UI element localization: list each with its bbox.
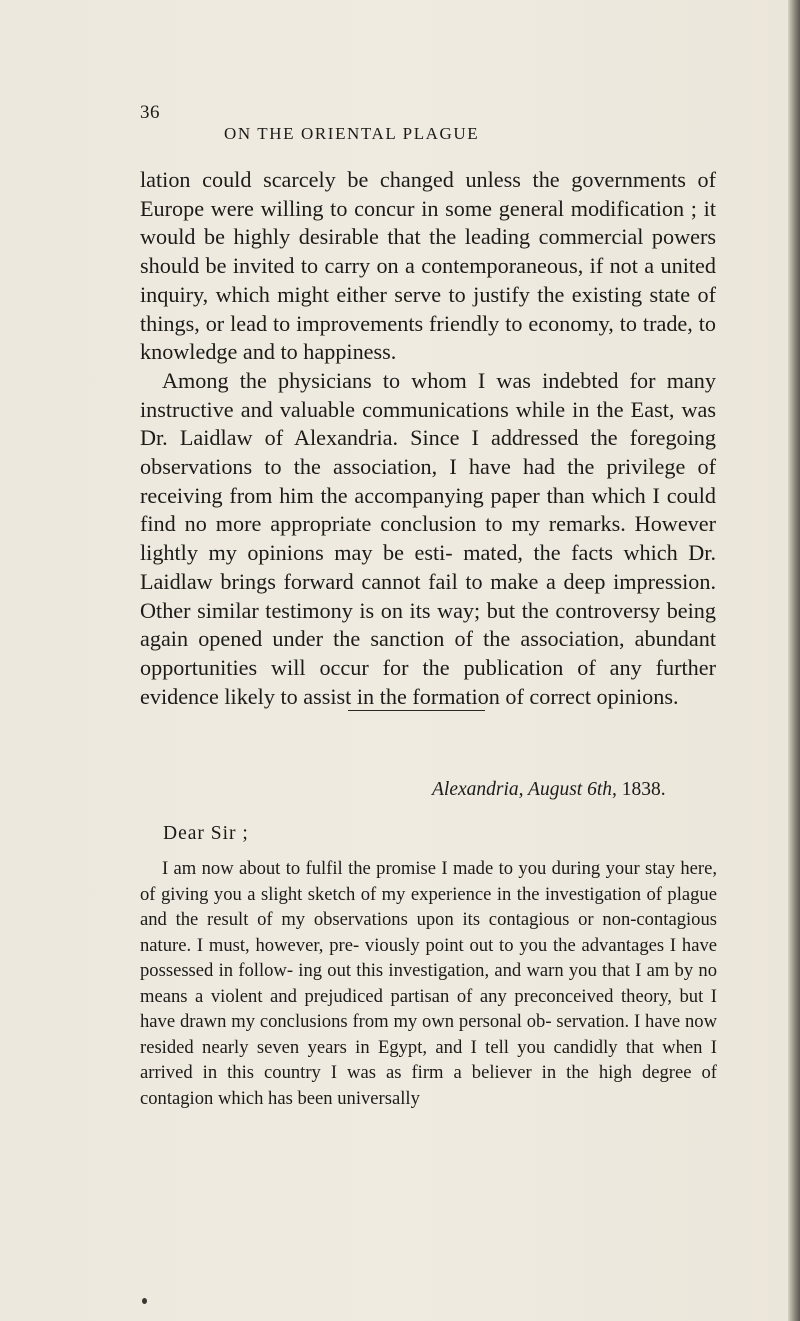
paragraph-2: Among the physicians to whom I was indebted for many instructive and valuable communications while in the East, was Dr. Laidlaw of Alexandria. Since I addressed the foregoing observations to the association, I have had the privilege of receiving from him the accompanying paper than which I could find no more appropriate conclusion to my remarks. However lightly my opinions may be esti- mated, the facts which Dr. Laidlaw brings forward cannot fail to make a deep impression. Other similar testimony is on its way; but the controversy being again opened under the sanction of the association, abundant opportunities will occur for the publication of any further evidence likely to assist in the formation of correct opinions.: [140, 367, 716, 709]
letter-dateline: [432, 779, 666, 801]
section-divider-rule: [348, 710, 485, 711]
paragraph-1: lation could scarcely be changed unless the governments of Europe were willing to concur in some general modification ; it would be highly desirable that the leading commercial powers should be invited to carry on a contemporaneous, if not a united inquiry, which might either serve to justify the existing state of things, or lead to improvements friendly to economy, to trade, to knowledge and to happiness.: [140, 167, 716, 365]
letter-paragraph: I am now about to fulfil the promise I made to you during your stay here, of giving you a slight sketch of my experience in the investigation of plague and the result of my observations upon its contagious or non-contagious nature. I must, however, pre- viously point out to you the advantages I have possessed in follow- ing out this investigation, and warn you that I am by no means a violent and prejudiced partisan of any preconceived theory, but I have drawn my conclusions from my own personal ob- servation. I have now resided nearly seven years in Egypt, and I tell you candidly that when I arrived in this country I was as firm a believer in the high degree of contagion which has been universally: [140, 858, 717, 1109]
letter-place-date: Alexandria, August 6th,: [432, 779, 617, 800]
ink-spot: [142, 1298, 147, 1304]
page-edge-shadow: [788, 0, 800, 1321]
letter-body: [140, 856, 717, 1111]
letter-year: 1838.: [621, 779, 666, 800]
letter-salutation: Dear Sir ;: [163, 823, 249, 844]
page-number: 36: [140, 102, 160, 123]
body-text: [140, 166, 716, 711]
running-head: ON THE ORIENTAL PLAGUE: [224, 124, 480, 143]
